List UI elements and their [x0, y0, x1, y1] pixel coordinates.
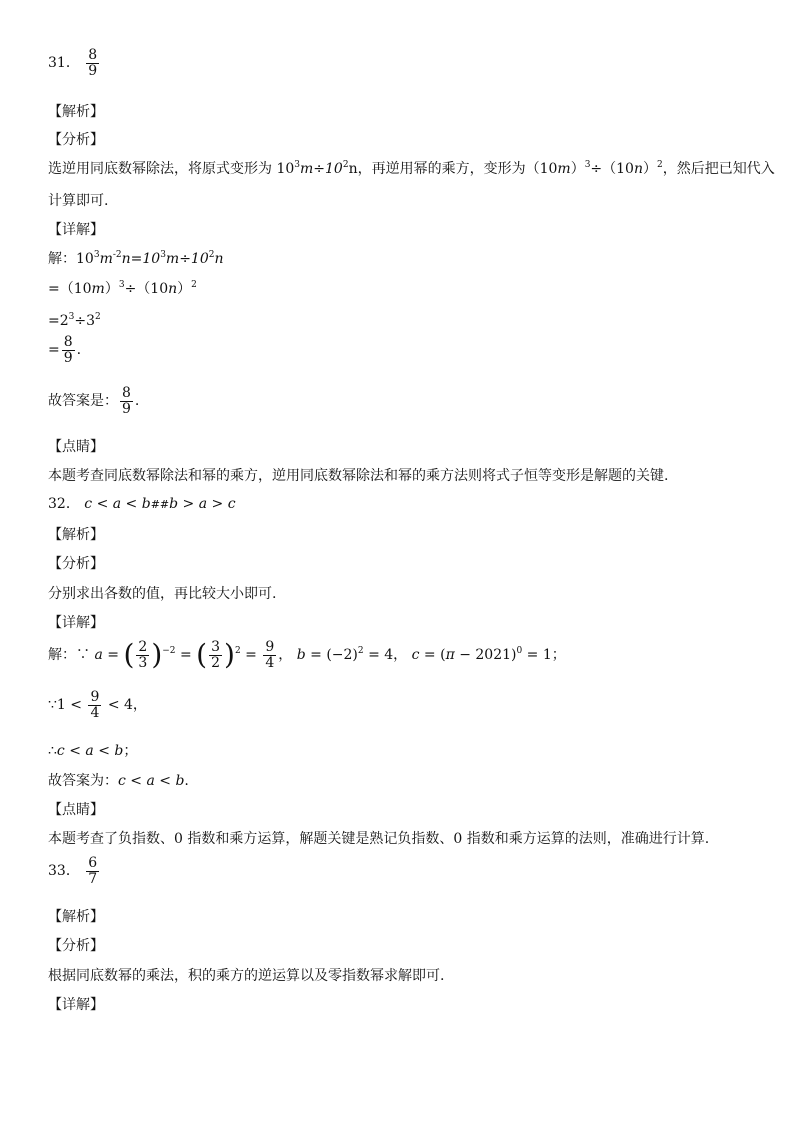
- q32-step1: 解：∵ a = ( $\frac{2}{3}$ )$^{-2}$ = ( $\frac{3}{2}$ )$^2$ = $\frac{9}{4}$ ， $b = (-2)^2 = 4$， $c = (\pi - 2021)^0 = 1$；: [48, 638, 566, 672]
- fraction: $\frac{9}{4}$: [90, 689, 100, 721]
- text: .: [76, 342, 82, 359]
- text: ，然后把已知代入: [662, 161, 775, 177]
- separator: ##: [150, 498, 170, 511]
- denominator: 9: [63, 349, 73, 366]
- text: ；: [551, 647, 566, 664]
- text: 选逆用同底数幂除法，将原式变形为 10: [48, 161, 295, 177]
- text: 故答案是：: [48, 393, 118, 410]
- q32-final: [48, 772, 189, 791]
- answer: c < a < b: [84, 496, 151, 512]
- q31-step2: $=(10m)^3\div(10n)^2$: [48, 280, 197, 297]
- q31-step4: [48, 335, 81, 365]
- q33-analysis: 根据同底数幂的乘法，积的乘方的逆运算以及零指数幂求解即可.: [48, 968, 445, 984]
- text: m÷10: [300, 161, 343, 177]
- q31-answer-fraction: [86, 48, 99, 78]
- answer-2: b > a > c: [169, 496, 236, 512]
- denominator: 9: [88, 62, 98, 79]
- numerator: 8: [88, 47, 98, 63]
- text: ；: [123, 743, 138, 759]
- q31-xiangjie-label: 【详解】: [48, 222, 104, 238]
- q32-xiangjie-label: 【详解】: [48, 615, 104, 631]
- q31-heading: [48, 48, 101, 78]
- q32-step3: [48, 742, 137, 761]
- q33-fenxi-label: 【分析】: [48, 938, 104, 954]
- denominator: 9: [122, 400, 131, 417]
- text: ）: [104, 281, 119, 297]
- text: ）: [570, 161, 585, 177]
- text: ）: [643, 161, 657, 177]
- text: ÷（10: [590, 161, 634, 177]
- text: 解：∵: [48, 647, 90, 664]
- q32-step2: [48, 690, 147, 720]
- q33-xiangjie-label: 【详解】: [48, 997, 104, 1013]
- fraction: [62, 335, 75, 365]
- numerator: 8: [122, 385, 131, 401]
- fraction: $\frac{9}{4}$: [265, 639, 275, 671]
- q31-fenxi-label: 【分析】: [48, 132, 104, 148]
- q31-analysis-line2: 计算即可.: [48, 193, 109, 209]
- q31-step3: $=2^3\div 3^2$: [48, 312, 101, 329]
- text: .: [134, 393, 140, 410]
- text: ∴: [48, 743, 57, 759]
- text: n: [214, 251, 224, 267]
- q31-analysis-line1: 选逆用同底数幂除法，将原式变形为 $10^3m\div 10^2n$，再逆用幂的乘方，变形为$(10m)^3\div(10n)^2$，然后把已知代入: [48, 160, 775, 177]
- fraction: $\frac{3}{2}$: [211, 639, 221, 671]
- text: .: [184, 773, 189, 789]
- text: ）: [177, 281, 192, 297]
- fraction: [120, 386, 133, 416]
- q31-final: [48, 386, 139, 416]
- text: 故答案为：: [48, 773, 118, 789]
- q32-analysis: 分别求出各数的值，再比较大小即可.: [48, 586, 277, 602]
- q32-jiexi-label: 【解析】: [48, 527, 104, 543]
- text: n=10: [121, 251, 161, 267]
- q31-jiexi-label: 【解析】: [48, 104, 104, 120]
- text: c < a < b: [56, 743, 124, 759]
- q32-fenxi-label: 【分析】: [48, 556, 104, 572]
- q31-dianjing-label: 【点睛】: [48, 439, 104, 455]
- text: =: [48, 342, 60, 359]
- text: m÷10: [165, 251, 209, 267]
- numerator: 8: [63, 334, 73, 350]
- q31-number: 31．: [48, 55, 80, 72]
- q33-answer-fraction: [86, 856, 99, 886]
- text: m: [99, 251, 113, 267]
- q32-number: 32．: [48, 496, 80, 512]
- text: c < a < b: [118, 773, 185, 789]
- q33-number: 33．: [48, 863, 80, 880]
- q33-heading: [48, 856, 101, 886]
- numerator: 6: [88, 855, 98, 871]
- text: =（10: [48, 281, 92, 297]
- q31-step1: 解：$10^3m^{-2}n=10^3m\div 10^2n$: [48, 250, 224, 267]
- text: 1 <: [56, 697, 83, 714]
- text: ∵: [48, 697, 57, 714]
- q32-comment: 本题考查了负指数、0 指数和乘方运算，解题关键是熟记负指数、0 指数和乘方运算的法则，准确进行计算.: [48, 831, 710, 847]
- text: n，再逆用幂的乘方，变形为（10: [348, 161, 558, 177]
- text: =2: [48, 313, 69, 329]
- text: ÷3: [74, 313, 96, 329]
- text: < 4，: [107, 697, 147, 714]
- q33-jiexi-label: 【解析】: [48, 909, 104, 925]
- text: 解：10: [48, 251, 94, 267]
- q31-comment: 本题考查同底数幂除法和幂的乘方，逆用同底数幂除法和幂的乘方法则将式子恒等变形是解题的关键.: [48, 468, 669, 484]
- fraction: $\frac{2}{3}$: [138, 639, 148, 671]
- q32-heading: [48, 495, 236, 514]
- denominator: 7: [88, 870, 98, 887]
- text: ÷（10: [124, 281, 169, 297]
- q32-dianjing-label: 【点睛】: [48, 802, 104, 818]
